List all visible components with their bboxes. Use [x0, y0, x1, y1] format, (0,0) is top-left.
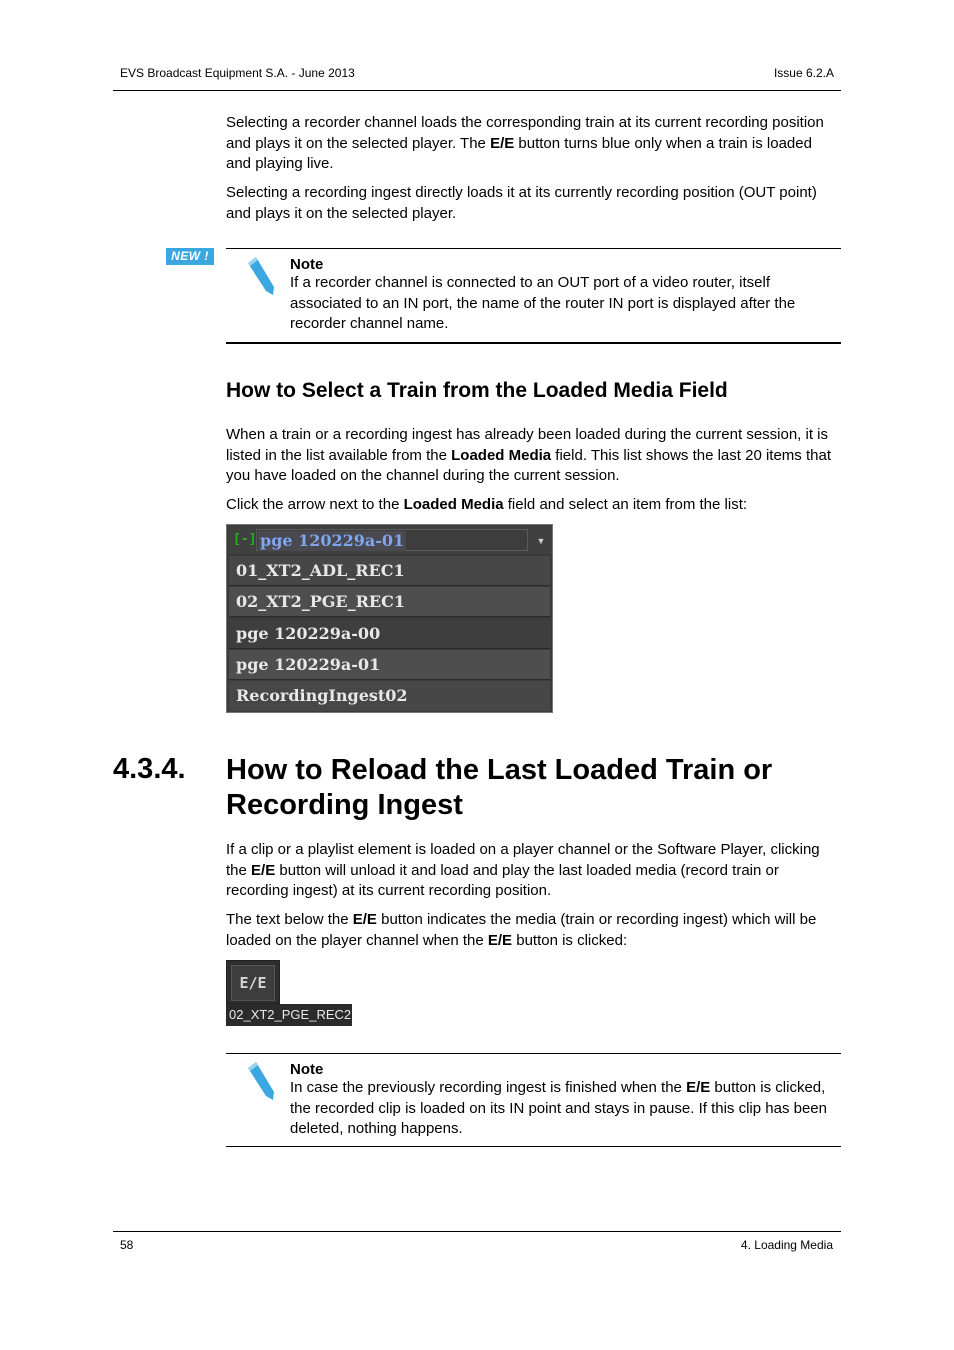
section-title: How to Reload the Last Loaded Train or Recording Ingest [226, 754, 773, 821]
loaded-status-icon: [-] [233, 532, 257, 547]
intro-paragraph-1: Selecting a recorder channel loads the corresponding train at its current recording position and plays it on the selected player. The E/E button turns blue only when a train is loaded and playing live. [226, 114, 824, 172]
subsection-paragraph-2: Click the arrow next to the Loaded Media field and select an item from the list: [226, 496, 748, 513]
dropdown-item[interactable]: pge 120229a-01 [229, 650, 550, 680]
loaded-media-dropdown [226, 524, 553, 713]
loaded-media-selected: pge 120229a-01 [260, 531, 405, 550]
note-title-2: Note [290, 1061, 324, 1078]
section-number: 4.3.4. [113, 753, 186, 785]
page-number: 58 [120, 1238, 134, 1252]
note-title-1: Note [290, 256, 324, 273]
ee-button-screenshot [226, 960, 352, 1026]
footer-rule [113, 1231, 841, 1232]
new-badge: NEW ! [166, 248, 214, 265]
dropdown-item[interactable]: 01_XT2_ADL_REC1 [229, 556, 550, 586]
section-paragraph-1: If a clip or a playlist element is loaded on a player channel or the Software Player, clicking the E/E button will unload it and load and play the last loaded media (record train or recording ingest) at its current recording position. [226, 841, 820, 899]
pencil-icon [244, 1060, 278, 1105]
header-right: Issue 6.2.A [773, 66, 834, 80]
footer-chapter: 4. Loading Media [740, 1238, 833, 1252]
dropdown-item[interactable]: RecordingIngest02 [229, 681, 550, 711]
note-text-1: If a recorder channel is connected to an OUT port of a video router, itself associated to an IN port, the name of the router IN port is displayed after the recorder channel name. [290, 274, 796, 332]
ee-button[interactable] [226, 960, 280, 1004]
intro-paragraph-2: Selecting a recording ingest directly loads it at its currently recording position (OUT point) and plays it on the selected player. [226, 184, 817, 222]
pencil-icon [244, 255, 278, 300]
note-box-2 [226, 1053, 841, 1147]
note-box-1 [226, 248, 841, 344]
dropdown-item[interactable]: 02_XT2_PGE_REC1 [229, 587, 550, 617]
subsection-title: How to Select a Train from the Loaded Media Field [226, 379, 728, 402]
dropdown-item[interactable]: pge 120229a-00 [229, 619, 550, 649]
header-left: EVS Broadcast Equipment S.A. - June 2013 [120, 66, 355, 80]
ee-button-label: E/E [231, 965, 275, 1001]
note-text-2: In case the previously recording ingest is finished when the E/E button is clicked, the recorded clip is loaded on its IN point and stays in pause. If this clip has been deleted, nothing happens. [290, 1079, 827, 1137]
dropdown-arrow-icon[interactable]: ▼ [536, 536, 546, 546]
subsection-paragraph-1: When a train or a recording ingest has already been loaded during the current session, it is listed in the list available from the Loaded Media field. This list shows the last 20 items that you have loaded on the channel during the current session. [226, 426, 831, 484]
loaded-media-field[interactable] [228, 526, 552, 554]
section-paragraph-2: The text below the E/E button indicates the media (train or recording ingest) which will be loaded on the player channel when the E/E button is clicked: [226, 911, 817, 949]
header-rule [113, 90, 841, 91]
ee-media-label: 02_XT2_PGE_REC2 [226, 1004, 352, 1026]
